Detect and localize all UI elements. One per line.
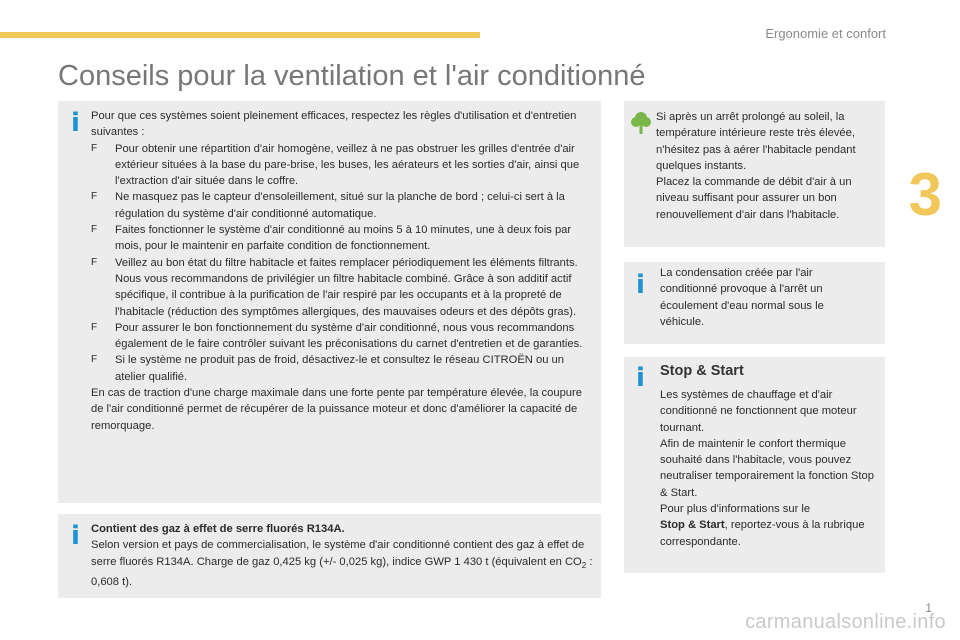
- section-title: Ergonomie et confort: [765, 26, 886, 41]
- stop-start-p1: Les systèmes de chauffage et d'air conditionné ne fonctionnent que moteur tournant.: [660, 389, 857, 434]
- bullet-icon: F: [91, 321, 98, 333]
- gas-info-subscript: 2: [581, 560, 587, 570]
- list-item: [91, 189, 596, 222]
- info-icon: i: [71, 108, 80, 138]
- stop-start-p3a: Pour plus d'informations sur le: [660, 503, 811, 516]
- advice-intro: Pour que ces systèmes soient pleinement efficaces, respectez les règles d'utilisation et d'entretien suivantes :: [91, 110, 577, 139]
- list-item: [91, 222, 596, 255]
- stop-start-heading: Stop & Start: [660, 363, 744, 379]
- gas-info-text-a: Selon version et pays de commercialisation, le système d'air conditionné contient des gaz à effet de serre fluorés R134A. Charge de gaz 0,425 kg (+/- 0,025 kg), indice GWP 1 430 t (équivalent en CO: [91, 539, 585, 568]
- eco-tip-p2: Placez la commande de débit d'air à un niveau suffisant pour assurer un bon renouvellement d'air dans l'habitacle.: [656, 176, 852, 221]
- condensation-box: [624, 262, 885, 344]
- stop-start-p3: [660, 501, 882, 550]
- list-item-text: Pour assurer le bon fonctionnement du système d'air conditionné, nous vous recommandons également de le faire contrôler suivant les préconisations du carnet d'entretien et de garanties.: [115, 321, 583, 351]
- advice-content: [91, 108, 596, 434]
- advice-list: [91, 141, 596, 385]
- bullet-icon: F: [91, 354, 98, 366]
- list-item-text: Si le système ne produit pas de froid, désactivez-le et consultez le réseau CITROËN ou un atelier qualifié.: [115, 354, 564, 383]
- gas-info-text-b: : 0,608 t).: [91, 555, 593, 589]
- gas-info-box: [58, 514, 601, 598]
- advice-box: [58, 101, 601, 503]
- page-number: 1: [925, 601, 932, 615]
- list-item: [91, 320, 596, 353]
- list-item-text: Veillez au bon état du filtre habitacle et faites remplacer périodiquement les éléments filtrants.: [115, 256, 578, 269]
- eco-tip-p1: Si après un arrêt prolongé au soleil, la température intérieure reste très élevée, n'hésitez pas à aérer l'habitacle pendant quelques instants.: [656, 111, 856, 172]
- info-icon: i: [636, 270, 645, 300]
- condensation-text: La condensation créée par l'air conditionné provoque à l'arrêt un écoulement d'eau normal sous le véhicule.: [660, 267, 824, 328]
- bullet-icon: F: [91, 142, 98, 154]
- stop-start-p3b: Stop & Start: [660, 519, 725, 532]
- info-icon: i: [71, 521, 80, 551]
- stop-start-p2: Afin de maintenir le confort thermique souhaité dans l'habitacle, vous pouvez neutraliser temporairement la fonction Stop & Start.: [660, 437, 874, 499]
- stop-start-box: [624, 357, 885, 573]
- filter-note: Nous vous recommandons de privilégier un filtre habitacle combiné. Grâce à son additif actif spécifique, il contribue à la purification de l'air respiré par les occupants et à la propreté de l'habitacle (réduction des symptômes allergiques, des mauvaises odeurs et des dépôts gras).: [115, 272, 577, 318]
- info-icon: i: [636, 363, 645, 393]
- page-title: Conseils pour la ventilation et l'air conditionné: [58, 60, 646, 92]
- gas-info-text: [91, 537, 596, 590]
- list-item: [91, 352, 596, 385]
- stop-start-content: [660, 363, 882, 550]
- gas-info-content: [91, 521, 596, 590]
- list-item: [91, 255, 596, 320]
- gas-info-heading: Contient des gaz à effet de serre fluorés R134A.: [91, 523, 345, 535]
- bullet-icon: F: [91, 256, 98, 268]
- list-item-text: Faites fonctionner le système d'air conditionné au moins 5 à 10 minutes, une à deux fois par mois, pour le maintenir en parfaite condition de fonctionnement.: [115, 224, 572, 253]
- eco-tip-box: [624, 101, 885, 247]
- watermark: carmanualsonline.info: [745, 611, 946, 633]
- chapter-number: 3: [908, 161, 942, 228]
- bullet-icon: F: [91, 224, 98, 236]
- condensation-content: [660, 265, 870, 330]
- eco-tip-content: [656, 109, 882, 223]
- advice-closing: En cas de traction d'une charge maximale dans une forte pente par température élevée, la coupure de l'air conditionné permet de récupérer de la puissance moteur et donc d'améliorer la capacité de remorquage.: [91, 387, 582, 432]
- list-item-text: Pour obtenir une répartition d'air homogène, veillez à ne pas obstruer les grilles d'entrée d'air extérieur situées à la base du pare-brise, les buses, les aérateurs et les sorties d'air, ainsi que l'extraction d'air située dans le coffre.: [115, 142, 580, 188]
- header-accent-bar: [0, 32, 480, 38]
- stop-start-p3c: , reportez-vous à la rubrique correspondante.: [660, 519, 865, 548]
- tree-icon: [631, 111, 651, 135]
- list-item: [91, 141, 596, 190]
- bullet-icon: F: [91, 191, 98, 203]
- list-item-text: Ne masquez pas le capteur d'ensoleillement, situé sur la planche de bord ; celui-ci sert à la régulation du système d'air conditionné automatique.: [115, 191, 565, 220]
